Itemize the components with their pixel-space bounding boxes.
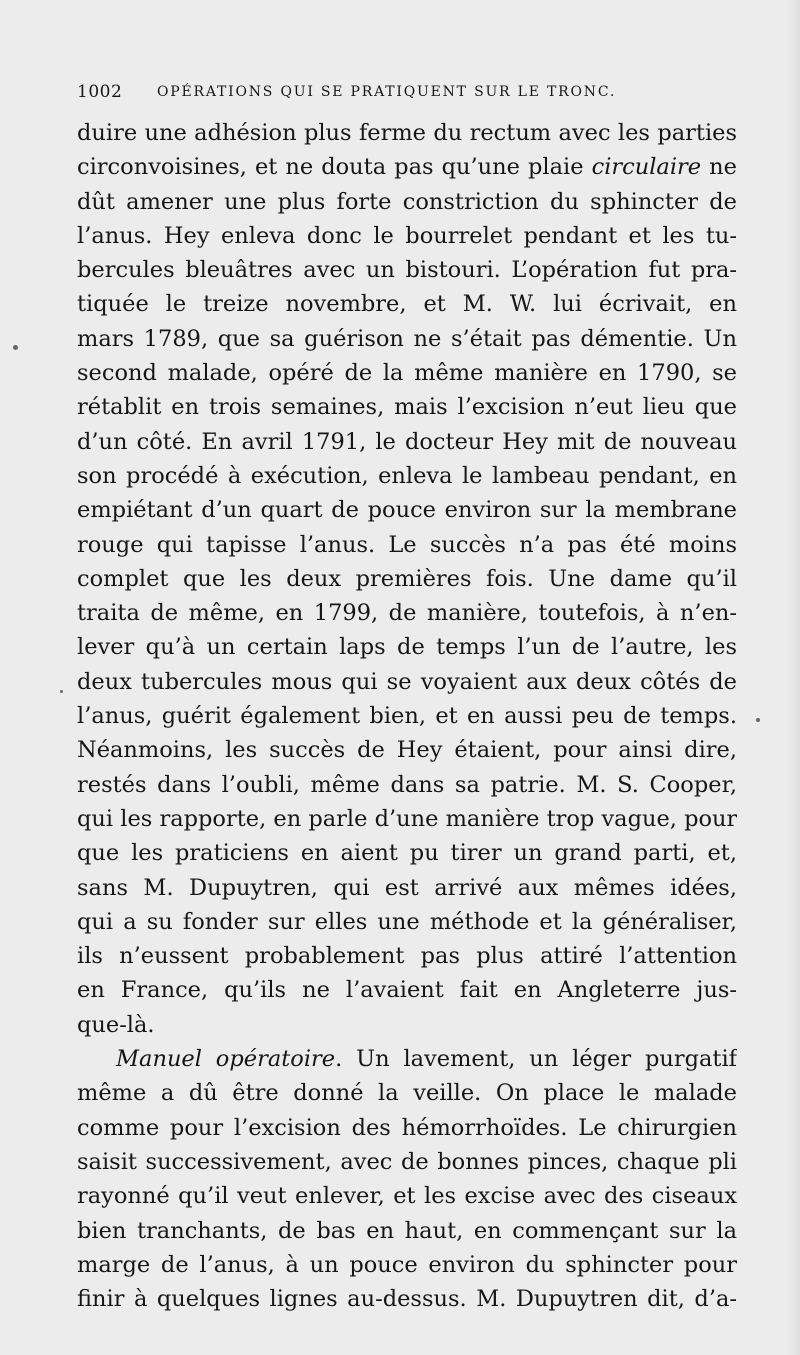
- text-line: même a dû être donné la veille. On place le malade: [77, 1080, 737, 1107]
- text-line: qui les rapporte, en parle d’une manière trop vague, pour: [77, 805, 737, 832]
- text-line: marge de l’anus, à un pouce environ du sphincter pour: [77, 1251, 737, 1278]
- body-text: [77, 116, 737, 1316]
- page-number: 1002: [77, 82, 123, 102]
- paper-speck: [13, 345, 18, 350]
- text-line: [77, 1042, 737, 1076]
- text-line: que-là.: [77, 1011, 155, 1038]
- text-line: l’anus. Hey enleva donc le bourrelet pendant et les tu-: [77, 222, 737, 249]
- text-line: tiquée le treize novembre, et M. W. lui écrivait, en: [77, 291, 737, 318]
- text-line: comme pour l’excision des hémorrhoïdes. Le chirurgien: [77, 1114, 737, 1141]
- text-segment: . Un lavement, un léger purgatif: [335, 1046, 737, 1073]
- text-line: deux tubercules mous qui se voyaient aux deux côtés de: [77, 668, 737, 695]
- text-segment: ne: [701, 154, 737, 181]
- text-line: l’anus, guérit également bien, et en aussi peu de temps.: [77, 703, 737, 730]
- text-line: mars 1789, que sa guérison ne s’était pas démentie. Un: [77, 325, 737, 352]
- text-line: dût amener une plus forte constriction du sphincter de: [77, 188, 737, 215]
- text-line: complet que les deux premières fois. Une dame qu’il: [77, 565, 737, 592]
- text-line: qui a su fonder sur elles une méthode et la généraliser,: [77, 908, 737, 935]
- text-line: son procédé à exécution, enleva le lambeau pendant, en: [77, 462, 737, 489]
- text-line: duire une adhésion plus ferme du rectum avec les parties: [77, 120, 737, 146]
- page-header: [77, 79, 717, 105]
- text-line: ils n’eussent probablement pas plus attiré l’attention: [77, 943, 737, 970]
- text-line: saisit successivement, avec de bonnes pinces, chaque pli: [77, 1148, 737, 1175]
- text-line: rouge qui tapisse l’anus. Le succès n’a pas été moins: [77, 531, 737, 558]
- text-line: finir à quelques lignes au-dessus. M. Dupuytren dit, d’a-: [77, 1286, 737, 1313]
- text-line: que les praticiens en aient pu tirer un grand parti, et,: [77, 840, 737, 867]
- text-line: sans M. Dupuytren, qui est arrivé aux mêmes idées,: [77, 874, 737, 901]
- text-line: [77, 150, 737, 184]
- section-heading-italic: Manuel opératoire: [116, 1046, 336, 1073]
- text-line: rayonné qu’il veut enlever, et les excise avec des ciseaux: [77, 1183, 737, 1210]
- text-line: second malade, opéré de la même manière en 1790, se: [77, 360, 737, 387]
- text-line: lever qu’à un certain laps de temps l’un de l’autre, les: [77, 634, 737, 661]
- paper-speck: [60, 690, 63, 693]
- text-line: bien tranchants, de bas en haut, en commençant sur la: [77, 1217, 737, 1244]
- text-line: rétablit en trois semaines, mais l’excision n’eut lieu que: [77, 394, 737, 421]
- paper-speck: [756, 718, 760, 722]
- text-line: Néanmoins, les succès de Hey étaient, pour ainsi dire,: [77, 737, 737, 764]
- italic-term: circulaire: [591, 154, 702, 181]
- text-segment: circonvoisines, et ne douta pas qu’une plaie: [77, 154, 592, 181]
- text-line: traita de même, en 1799, de manière, toutefois, à n’en-: [77, 600, 737, 627]
- text-line: d’un côté. En avril 1791, le docteur Hey mit de nouveau: [77, 428, 737, 455]
- text-line: en France, qu’ils ne l’avaient fait en Angleterre jus-: [77, 977, 737, 1004]
- text-line: empiétant d’un quart de pouce environ sur la membrane: [77, 497, 737, 524]
- text-line: restés dans l’oubli, même dans sa patrie. M. S. Cooper,: [77, 771, 737, 798]
- running-head: OPÉRATIONS QUI SE PRATIQUENT SUR LE TRONC.: [157, 84, 617, 100]
- text-line: bercules bleuâtres avec un bistouri. L’opération fut pra-: [77, 257, 737, 284]
- page-edge-shadow: [786, 0, 800, 1355]
